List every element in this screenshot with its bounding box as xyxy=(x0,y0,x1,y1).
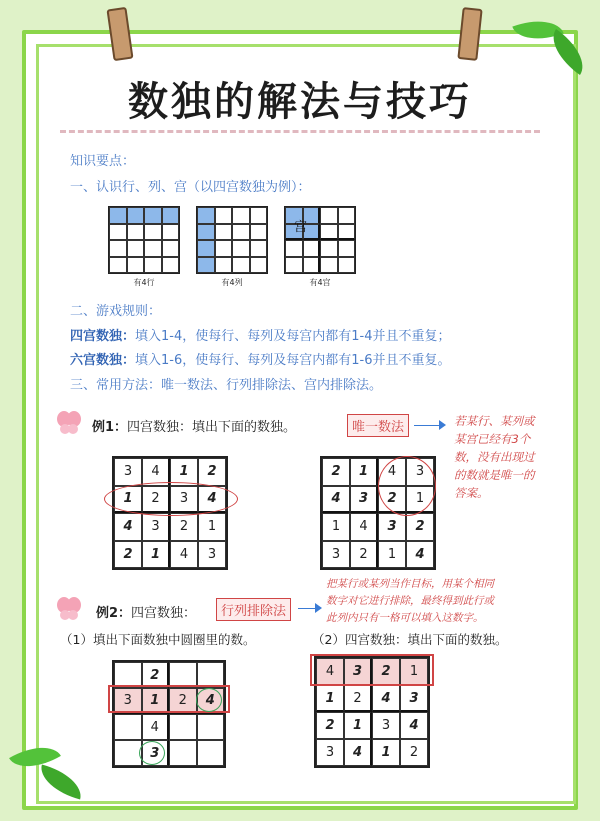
knowledge-heading: 知识要点： xyxy=(70,154,136,169)
palace-label: 宫 xyxy=(294,220,308,235)
sudoku-cell: 3 xyxy=(142,513,170,541)
sudoku-cell: 3 xyxy=(170,486,198,514)
sudoku-cell: 4 xyxy=(142,714,170,740)
sudoku-cell: 3 xyxy=(322,541,350,569)
sudoku-cell: 3 xyxy=(378,513,406,541)
sudoku-cell: 3 xyxy=(344,658,372,685)
diagram-columns xyxy=(196,206,268,274)
sudoku-cell: 1 xyxy=(344,712,372,739)
sudoku-cell: 3 xyxy=(142,740,170,766)
sudoku-cell: 2 xyxy=(378,486,406,514)
caption-columns: 有4列 xyxy=(221,278,243,287)
sudoku-cell: 1 xyxy=(316,685,344,712)
butterfly-icon xyxy=(56,410,82,436)
sudoku-cell: 1 xyxy=(378,541,406,569)
caption-palaces: 有4宫 xyxy=(309,278,331,287)
sudoku-cell: 4 xyxy=(197,688,225,714)
sudoku-cell xyxy=(114,740,142,766)
sudoku-cell: 1 xyxy=(400,658,428,685)
example-1-note: 若某行、某列或 某宫已经有3个 数，没有出现过 的数就是唯一的 答案。 xyxy=(454,414,535,500)
answer-circle xyxy=(139,741,165,765)
sudoku-cell: 3 xyxy=(114,458,142,486)
sudoku-cell: 3 xyxy=(114,688,142,714)
sudoku-cell: 4 xyxy=(142,458,170,486)
sudoku-cell: 1 xyxy=(114,486,142,514)
sudoku-cell xyxy=(197,714,225,740)
sudoku-cell: 3 xyxy=(372,712,400,739)
sudoku-cell: 2 xyxy=(142,662,170,688)
sudoku-cell: 4 xyxy=(400,712,428,739)
sudoku-cell: 1 xyxy=(142,688,170,714)
sudoku-cell: 4 xyxy=(350,513,378,541)
sudoku-cell: 1 xyxy=(170,458,198,486)
sudoku-cell: 4 xyxy=(372,685,400,712)
sudoku-cell xyxy=(169,740,197,766)
rule-six xyxy=(70,349,450,368)
sudoku-cell: 2 xyxy=(400,739,428,766)
sudoku-grid-example-2a xyxy=(112,660,226,768)
sudoku-cell: 1 xyxy=(198,513,226,541)
palace-highlight-oval xyxy=(378,456,436,516)
sudoku-cell: 3 xyxy=(350,486,378,514)
sudoku-cell: 4 xyxy=(322,486,350,514)
sudoku-cell: 2 xyxy=(142,486,170,514)
sudoku-cell: 3 xyxy=(400,685,428,712)
sudoku-cell: 4 xyxy=(406,541,434,569)
butterfly-icon xyxy=(56,596,82,622)
sudoku-cell: 1 xyxy=(406,486,434,514)
sudoku-cell: 2 xyxy=(344,685,372,712)
sudoku-cell: 1 xyxy=(350,458,378,486)
title-divider xyxy=(60,130,540,133)
rule-six-name: 六宫数独： xyxy=(70,353,136,368)
sudoku-cell: 3 xyxy=(406,458,434,486)
arrow-icon xyxy=(298,608,320,609)
example-1-method-tag: 唯一数法 xyxy=(347,414,409,437)
row-highlight-box xyxy=(310,654,434,686)
sudoku-cell: 4 xyxy=(114,513,142,541)
example-2-note: 把某行或某列当作目标，用某个相同 数字对它进行排除，最终得到此行或 此列内只有一格可以填入这数字。 xyxy=(326,578,494,624)
rule-four-name: 四宫数独： xyxy=(70,329,136,344)
rule-six-text: 填入1-6，使每行、每列及每宫内都有1-6并且不重复。 xyxy=(135,353,451,368)
sudoku-cell: 2 xyxy=(372,658,400,685)
example-2-text: 四宫数独： xyxy=(131,606,197,621)
section-3-heading: 三、常用方法：唯一数法、行列排除法、宫内排除法。 xyxy=(70,378,383,393)
sudoku-cell: 4 xyxy=(378,458,406,486)
sudoku-cell: 1 xyxy=(142,541,170,569)
sudoku-cell: 1 xyxy=(322,513,350,541)
answer-circle xyxy=(196,688,222,712)
rule-four xyxy=(70,325,450,344)
example-2-method-tag: 行列排除法 xyxy=(216,598,291,621)
sudoku-cell: 1 xyxy=(372,739,400,766)
page-title: 数独的解法与技巧 xyxy=(128,79,472,125)
sudoku-cell: 2 xyxy=(322,458,350,486)
sudoku-cell: 4 xyxy=(316,658,344,685)
sudoku-cell: 3 xyxy=(198,541,226,569)
example-1-text: 四宫数独：填出下面的数独。 xyxy=(127,420,297,435)
example-2-sub-1: （1）填出下面数独中圆圈里的数。 xyxy=(60,632,256,647)
sudoku-cell: 4 xyxy=(198,486,226,514)
example-1-heading xyxy=(92,416,296,435)
sudoku-cell: 3 xyxy=(316,739,344,766)
arrow-icon xyxy=(414,425,444,426)
sudoku-cell: 2 xyxy=(169,688,197,714)
sudoku-cell xyxy=(169,714,197,740)
sudoku-cell: 4 xyxy=(170,541,198,569)
sudoku-cell: 4 xyxy=(344,739,372,766)
sudoku-cell xyxy=(197,740,225,766)
example-2-label: 例2： xyxy=(96,606,132,621)
diagram-rows xyxy=(108,206,180,274)
rule-four-text: 填入1-4，使每行、每列及每宫内都有1-4并且不重复； xyxy=(135,329,451,344)
sudoku-cell: 2 xyxy=(170,513,198,541)
example-2-sub-2: （2）四宫数独：填出下面的数独。 xyxy=(312,632,508,647)
sudoku-cell: 2 xyxy=(114,541,142,569)
sudoku-cell: 2 xyxy=(198,458,226,486)
example-1-label: 例1： xyxy=(92,420,128,435)
example-2-heading xyxy=(96,602,196,621)
section-2-heading: 二、游戏规则： xyxy=(70,304,162,319)
sudoku-cell: 2 xyxy=(406,513,434,541)
row-highlight-oval xyxy=(104,482,238,516)
section-1-heading: 一、认识行、列、宫（以四宫数独为例）： xyxy=(70,180,311,195)
sudoku-cell: 2 xyxy=(316,712,344,739)
sudoku-cell xyxy=(114,714,142,740)
sudoku-cell: 2 xyxy=(350,541,378,569)
caption-rows: 有4行 xyxy=(133,278,155,287)
